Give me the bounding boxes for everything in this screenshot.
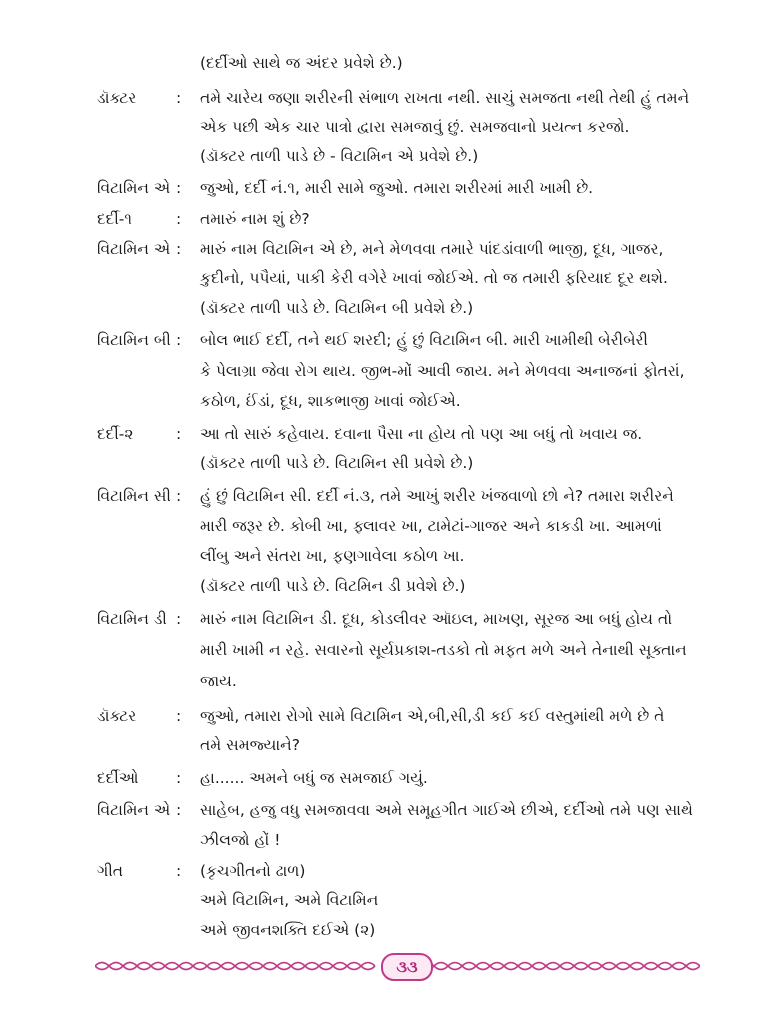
line-text: (ડૉક્ટર તાળી પાડે છે - વિટામિન એ પ્રવેશે છે.) [200,147,479,165]
colon: : [176,210,182,228]
line-text: (ડૉક્ટર તાળી પાડે છે. વિટમિન ડી પ્રવેશે છે.) [200,577,466,595]
speaker-name: વિટામિન એ [97,179,171,197]
line-text: મારું નામ વિટામિન એ છે, મને મેળવવા તમારે પાંદડાંવાળી ભાજી, દૂધ, ગાજર, [200,240,664,258]
colon: : [176,89,182,107]
line-text: કુદીનો, પપૈયાં, પાકી કેરી વગેરે ખાવાં જોઈએ. તો જ તમારી ફરિયાદ દૂર થશે. [200,269,668,287]
speaker-name: ડૉક્ટર [97,707,137,725]
line-text: હા...... અમને બધું જ સમજાઈ ગયું. [200,769,428,787]
line-text: મારી જરૂર છે. કોબી ખા, ફ્લાવર ખા, ટામેટાં-ગાજર અને કાકડી ખા. આમળાં [200,517,662,535]
line-text: એક પછી એક ચાર પાત્રો દ્વારા સમજાવું છું. સમજવાનો પ્રયત્ન કરજો. [200,118,630,136]
line-text: તમે સમજ્યાને? [200,736,300,754]
colon: : [176,801,182,819]
line-text: જુઓ, તમારા રોગો સામે વિટામિન એ,બી,સી,ડી કઈ કઈ વસ્તુમાંથી મળે છે તે [200,707,665,725]
line-text: કે પેલાગ્રા જેવા રોગ થાય. જીભ-મોં આવી જાય. મને મેળવવા અનાજનાં ફોતરાં, [200,362,685,380]
line-text: લીંબુ અને સંતરા ખા, ફણગાવેલા કઠોળ ખા. [200,547,465,565]
colon: : [176,240,182,258]
line-text: કઠોળ, ઈંડાં, દૂધ, શાકભાજી ખાવાં જોઈએ. [200,392,461,410]
colon: : [176,331,182,349]
line-text: બોલ ભાઈ દર્દી, તને થઈ શરદી; હું છું વિટામિન બી. મારી ખામીથી બેરીબેરી [200,331,648,349]
colon: : [176,425,182,443]
colon: : [176,769,182,787]
colon: : [176,610,182,628]
line-text: સાહેબ, હજુ વધુ સમજાવવા અમે સમૂહગીત ગાઈએ છીએ, દર્દીઓ તમે પણ સાથે [200,801,693,819]
colon: : [176,487,182,505]
line-text: (ડૉક્ટર તાળી પાડે છે. વિટામિન સી પ્રવેશે છે.) [200,454,474,472]
speaker-name: વિટામિન એ [97,240,171,258]
line-text: તમારું નામ શું છે? [200,210,310,228]
speaker-name: દર્દીઓ [97,769,139,787]
speaker-name: વિટામિન ડી [97,610,167,628]
line-text: તમે ચારેય જણા શરીરની સંભાળ રાખતા નથી. સાચું સમજતા નથી તેથી હું તમને [200,89,690,107]
colon: : [176,862,182,880]
speaker-name: ગીત [97,862,124,880]
colon: : [176,707,182,725]
line-text: આ તો સારું કહેવાય. દવાના પૈસા ના હોય તો પણ આ બધું તો ખવાય જ. [200,425,643,443]
speaker-name: દર્દી-૨ [97,425,134,443]
speaker-name: ડૉક્ટર [97,89,137,107]
line-text: (કૃચગીતનો ઢાળ) [200,862,306,880]
line-text: મારી ખામી ન રહે. સવારનો સૂર્યપ્રકાશ-તડકો તો મફત મળે અને તેનાથી સૂક્તાન [200,641,687,659]
speaker-name: વિટામિન બી [97,331,171,349]
line-text: (ડૉક્ટર તાળી પાડે છે. વિટામિન બી પ્રવેશે છે.) [200,299,474,317]
line-text: જુઓ, દર્દી નં.૧, મારી સામે જુઓ. તમારા શરીરમાં મારી ખામી છે. [200,179,594,197]
line-text: જાય. [200,672,237,690]
line-text: ઝીલજો હોં ! [200,831,281,849]
colon: : [176,179,182,197]
speaker-name: દર્દી-૧ [97,210,132,228]
speaker-name: વિટામિન સી [97,487,171,505]
line-text: હું છું વિટામિન સી. દર્દી નં.૩, તમે આખું શરીર ખંજવાળો છો ને? તમારા શરીરને [200,487,674,505]
line-text: અમે વિટામિન, અમે વિટામિન [200,891,379,909]
page-number-badge: ૩૩ [381,953,433,981]
line-text: મારું નામ વિટામિન ડી. દૂધ, કોડલીવર ઑઇલ, માખણ, સૂરજ આ બધું હોય તો [200,610,673,628]
speaker-name: વિટામિન એ [97,801,171,819]
line-text: (દર્દીઓ સાથે જ અંદર પ્રવેશે છે.) [200,54,403,72]
line-text: અમે જીવનશક્તિ દઈએ (૨) [200,921,376,939]
page-footer [95,953,700,979]
